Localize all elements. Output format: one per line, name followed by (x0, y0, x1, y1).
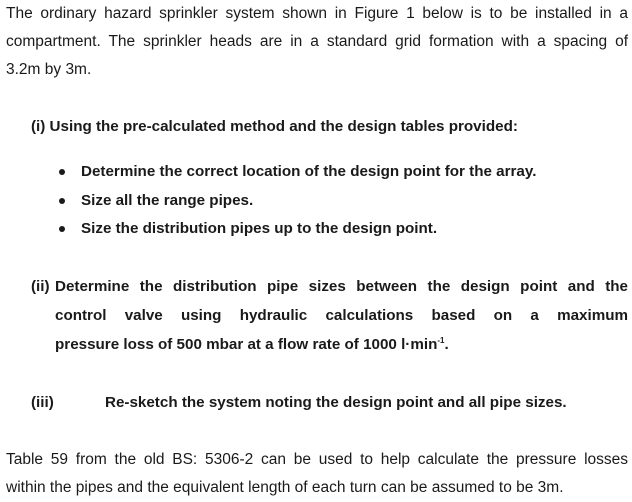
flow-unit-exponent: -1 (437, 336, 445, 345)
part-iii-number: (iii) (31, 394, 54, 411)
closing-line-2: within the pipes and the equivalent length of each turn can be assumed to be 3m. (6, 479, 564, 496)
intro-paragraph (6, 0, 628, 84)
part-i-heading: (i) Using the pre-calculated method and the design tables provided: (31, 118, 518, 135)
part-ii-row-2 (31, 304, 628, 333)
part-ii-line-1: Determine the distribution pipe sizes between the design point and the (55, 278, 628, 295)
part-ii-line-3-text: pressure loss of 500 mbar at a flow rate of 1000 l·min (55, 336, 438, 353)
intro-line-3: 3.2m by 3m. (6, 61, 92, 78)
part-ii-line-2: control valve using hydraulic calculations based on a maximum (55, 307, 628, 324)
part-ii-line-3 (55, 333, 628, 362)
part-iii-text: Re-sketch the system noting the design point and all pipe sizes. (105, 394, 567, 411)
bullet-item-range-pipes: Size all the range pipes. (55, 191, 536, 220)
intro-line-2: compartment. The sprinkler heads are in a standard grid formation with a spacing of (6, 33, 628, 50)
part-ii-line-3-end: . (444, 336, 449, 353)
part-ii-number: (ii) (31, 278, 50, 295)
part-i-bullet-list (55, 162, 536, 248)
part-ii-row-3 (31, 333, 628, 362)
bullet-item-distribution-pipes: Size the distribution pipes up to the design point. (55, 219, 536, 248)
closing-paragraph (6, 446, 628, 502)
intro-line-1: The ordinary hazard sprinkler system shown in Figure 1 below is to be installed in a (6, 5, 628, 22)
bullet-item-design-point: Determine the correct location of the design point for the array. (55, 162, 536, 191)
closing-line-1: Table 59 from the old BS: 5306-2 can be used to help calculate the pressure losses (6, 451, 628, 468)
part-ii-block (31, 275, 628, 362)
part-ii-row-1 (31, 275, 628, 304)
